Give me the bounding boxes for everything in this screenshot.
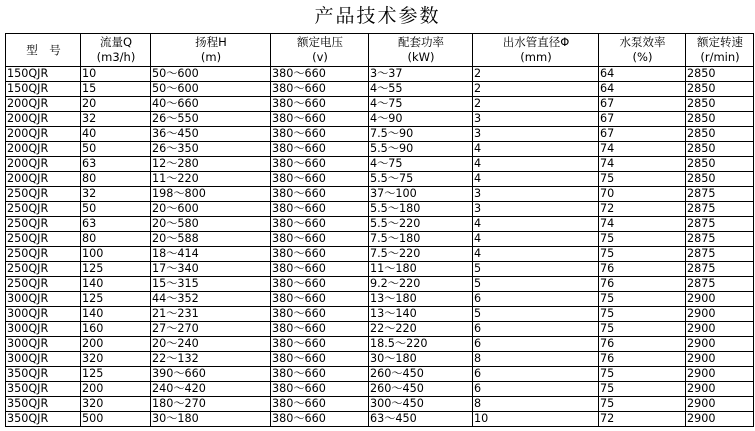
table-row [6, 367, 754, 382]
cell-outlet-diameter: 3 [473, 112, 599, 127]
cell-efficiency: 75 [599, 232, 686, 247]
cell-outlet-diameter: 4 [473, 247, 599, 262]
cell-outlet-diameter: 6 [473, 367, 599, 382]
cell-voltage: 380～660 [271, 247, 369, 262]
cell-flow: 40 [81, 127, 151, 142]
cell-head: 20～240 [151, 337, 271, 352]
cell-speed: 2875 [686, 262, 754, 277]
cell-flow: 32 [81, 112, 151, 127]
cell-flow: 20 [81, 97, 151, 112]
cell-power: 260～450 [369, 367, 473, 382]
cell-voltage: 380～660 [271, 202, 369, 217]
cell-efficiency: 74 [599, 142, 686, 157]
cell-voltage: 380～660 [271, 97, 369, 112]
cell-voltage: 380～660 [271, 412, 369, 427]
cell-model: 300QJR [6, 337, 81, 352]
table-row [6, 112, 754, 127]
cell-model: 300QJR [6, 322, 81, 337]
cell-outlet-diameter: 4 [473, 217, 599, 232]
cell-outlet-diameter: 6 [473, 382, 599, 397]
cell-outlet-diameter: 5 [473, 262, 599, 277]
cell-voltage: 380～660 [271, 262, 369, 277]
cell-model: 300QJR [6, 352, 81, 367]
cell-speed: 2900 [686, 367, 754, 382]
table-row [6, 187, 754, 202]
cell-flow: 15 [81, 82, 151, 97]
cell-head: 40～660 [151, 97, 271, 112]
cell-flow: 80 [81, 172, 151, 187]
cell-power: 13～140 [369, 307, 473, 322]
table-row [6, 412, 754, 427]
cell-speed: 2875 [686, 202, 754, 217]
cell-head: 27～270 [151, 322, 271, 337]
cell-voltage: 380～660 [271, 397, 369, 412]
cell-flow: 320 [81, 397, 151, 412]
cell-outlet-diameter: 4 [473, 172, 599, 187]
cell-model: 250QJR [6, 247, 81, 262]
table-row [6, 307, 754, 322]
header-speed [686, 34, 754, 67]
header-label: 额定电压 [297, 35, 343, 49]
cell-speed: 2850 [686, 157, 754, 172]
cell-outlet-diameter: 2 [473, 97, 599, 112]
table-row [6, 217, 754, 232]
cell-model: 350QJR [6, 397, 81, 412]
header-unit: (m3/h) [96, 50, 136, 64]
cell-flow: 140 [81, 307, 151, 322]
cell-head: 26～350 [151, 142, 271, 157]
cell-head: 50～600 [151, 67, 271, 82]
header-outlet-diameter [473, 34, 599, 67]
cell-speed: 2850 [686, 112, 754, 127]
cell-power: 300～450 [369, 397, 473, 412]
cell-power: 37～100 [369, 187, 473, 202]
cell-flow: 140 [81, 277, 151, 292]
cell-efficiency: 75 [599, 397, 686, 412]
cell-outlet-diameter: 3 [473, 127, 599, 142]
cell-voltage: 380～660 [271, 337, 369, 352]
table-header [6, 34, 754, 67]
cell-efficiency: 74 [599, 217, 686, 232]
cell-power: 4～90 [369, 112, 473, 127]
cell-speed: 2875 [686, 247, 754, 262]
cell-voltage: 380～660 [271, 352, 369, 367]
header-unit: (r/min) [700, 50, 740, 64]
cell-model: 300QJR [6, 292, 81, 307]
cell-flow: 100 [81, 247, 151, 262]
cell-head: 20～580 [151, 217, 271, 232]
cell-power: 5.5～75 [369, 172, 473, 187]
cell-speed: 2875 [686, 187, 754, 202]
page-title: 产品技术参数 [314, 5, 441, 27]
cell-outlet-diameter: 2 [473, 82, 599, 97]
table-body [6, 67, 754, 427]
cell-model: 350QJR [6, 382, 81, 397]
cell-efficiency: 72 [599, 412, 686, 427]
table-row [6, 67, 754, 82]
header-unit: (m) [200, 50, 222, 64]
cell-outlet-diameter: 6 [473, 337, 599, 352]
cell-voltage: 380～660 [271, 382, 369, 397]
header-unit: (mm) [520, 50, 552, 64]
header-label: 水泵效率 [619, 35, 666, 49]
cell-power: 4～55 [369, 82, 473, 97]
cell-model: 250QJR [6, 187, 81, 202]
table-row [6, 142, 754, 157]
header-head [151, 34, 271, 67]
header-efficiency [599, 34, 686, 67]
cell-model: 250QJR [6, 262, 81, 277]
cell-power: 18.5～220 [369, 337, 473, 352]
header-label: 扬程H [195, 35, 227, 49]
cell-flow: 80 [81, 232, 151, 247]
cell-power: 7.5～90 [369, 127, 473, 142]
cell-speed: 2850 [686, 172, 754, 187]
cell-speed: 2850 [686, 82, 754, 97]
cell-voltage: 380～660 [271, 112, 369, 127]
cell-outlet-diameter: 8 [473, 352, 599, 367]
header-unit: (v) [312, 50, 328, 64]
header-unit: (%) [632, 50, 653, 64]
cell-model: 200QJR [6, 97, 81, 112]
cell-efficiency: 67 [599, 112, 686, 127]
cell-power: 5.5～180 [369, 202, 473, 217]
cell-voltage: 380～660 [271, 142, 369, 157]
cell-power: 7.5～180 [369, 232, 473, 247]
table-row [6, 247, 754, 262]
cell-speed: 2900 [686, 352, 754, 367]
cell-model: 350QJR [6, 367, 81, 382]
cell-efficiency: 67 [599, 97, 686, 112]
cell-model: 350QJR [6, 412, 81, 427]
table-row [6, 157, 754, 172]
cell-model: 200QJR [6, 127, 81, 142]
cell-model: 200QJR [6, 172, 81, 187]
cell-speed: 2875 [686, 217, 754, 232]
cell-head: 240～420 [151, 382, 271, 397]
cell-speed: 2900 [686, 412, 754, 427]
cell-outlet-diameter: 5 [473, 277, 599, 292]
cell-head: 11～220 [151, 172, 271, 187]
cell-outlet-diameter: 8 [473, 397, 599, 412]
table-row [6, 322, 754, 337]
cell-model: 250QJR [6, 202, 81, 217]
cell-power: 13～180 [369, 292, 473, 307]
cell-efficiency: 64 [599, 67, 686, 82]
cell-power: 3～37 [369, 67, 473, 82]
cell-voltage: 380～660 [271, 292, 369, 307]
cell-power: 63～450 [369, 412, 473, 427]
header-model [6, 34, 81, 67]
cell-head: 198～800 [151, 187, 271, 202]
cell-power: 22～220 [369, 322, 473, 337]
cell-outlet-diameter: 6 [473, 292, 599, 307]
cell-speed: 2900 [686, 397, 754, 412]
cell-flow: 320 [81, 352, 151, 367]
cell-speed: 2875 [686, 232, 754, 247]
cell-speed: 2850 [686, 127, 754, 142]
cell-power: 9.2～220 [369, 277, 473, 292]
cell-model: 300QJR [6, 307, 81, 322]
cell-model: 150QJR [6, 82, 81, 97]
cell-speed: 2850 [686, 142, 754, 157]
cell-outlet-diameter: 5 [473, 307, 599, 322]
cell-voltage: 380～660 [271, 172, 369, 187]
header-label: 流量Q [99, 35, 133, 49]
cell-power: 11～180 [369, 262, 473, 277]
cell-head: 30～180 [151, 412, 271, 427]
table-row [6, 397, 754, 412]
cell-speed: 2850 [686, 67, 754, 82]
table-row [6, 202, 754, 217]
cell-power: 4～75 [369, 97, 473, 112]
cell-head: 26～550 [151, 112, 271, 127]
cell-efficiency: 76 [599, 262, 686, 277]
table-row [6, 352, 754, 367]
cell-efficiency: 75 [599, 307, 686, 322]
header-label: 型 号 [26, 42, 61, 57]
cell-efficiency: 75 [599, 292, 686, 307]
cell-outlet-diameter: 3 [473, 187, 599, 202]
header-label: 额定转速 [697, 35, 743, 49]
table-row [6, 337, 754, 352]
cell-voltage: 380～660 [271, 277, 369, 292]
cell-power: 260～450 [369, 382, 473, 397]
cell-efficiency: 70 [599, 187, 686, 202]
header-flow [81, 34, 151, 67]
cell-efficiency: 75 [599, 367, 686, 382]
cell-power: 5.5～90 [369, 142, 473, 157]
cell-outlet-diameter: 4 [473, 232, 599, 247]
cell-voltage: 380～660 [271, 67, 369, 82]
cell-outlet-diameter: 3 [473, 202, 599, 217]
cell-voltage: 380～660 [271, 157, 369, 172]
cell-flow: 50 [81, 202, 151, 217]
header-power [369, 34, 473, 67]
cell-voltage: 380～660 [271, 367, 369, 382]
cell-head: 22～132 [151, 352, 271, 367]
cell-flow: 125 [81, 292, 151, 307]
table-row [6, 277, 754, 292]
cell-model: 250QJR [6, 232, 81, 247]
table-row [6, 262, 754, 277]
cell-flow: 200 [81, 337, 151, 352]
cell-flow: 160 [81, 322, 151, 337]
cell-flow: 63 [81, 157, 151, 172]
cell-speed: 2900 [686, 292, 754, 307]
cell-efficiency: 76 [599, 277, 686, 292]
cell-voltage: 380～660 [271, 307, 369, 322]
cell-voltage: 380～660 [271, 127, 369, 142]
cell-head: 50～600 [151, 82, 271, 97]
spec-table [5, 33, 754, 427]
cell-efficiency: 76 [599, 352, 686, 367]
cell-model: 250QJR [6, 277, 81, 292]
cell-efficiency: 75 [599, 172, 686, 187]
cell-head: 44～352 [151, 292, 271, 307]
cell-head: 21～231 [151, 307, 271, 322]
table-row [6, 82, 754, 97]
cell-outlet-diameter: 10 [473, 412, 599, 427]
cell-speed: 2850 [686, 97, 754, 112]
cell-flow: 125 [81, 262, 151, 277]
cell-power: 5.5～220 [369, 217, 473, 232]
table-row [6, 172, 754, 187]
cell-flow: 32 [81, 187, 151, 202]
table-row [6, 382, 754, 397]
cell-efficiency: 64 [599, 82, 686, 97]
cell-efficiency: 75 [599, 322, 686, 337]
cell-model: 150QJR [6, 67, 81, 82]
cell-head: 180～270 [151, 397, 271, 412]
header-voltage [271, 34, 369, 67]
cell-efficiency: 74 [599, 157, 686, 172]
cell-head: 20～588 [151, 232, 271, 247]
cell-efficiency: 75 [599, 247, 686, 262]
table-row [6, 232, 754, 247]
cell-speed: 2900 [686, 307, 754, 322]
cell-power: 7.5～220 [369, 247, 473, 262]
cell-head: 20～600 [151, 202, 271, 217]
cell-head: 390～660 [151, 367, 271, 382]
cell-voltage: 380～660 [271, 322, 369, 337]
cell-head: 36～450 [151, 127, 271, 142]
cell-flow: 500 [81, 412, 151, 427]
cell-flow: 10 [81, 67, 151, 82]
cell-efficiency: 76 [599, 337, 686, 352]
cell-model: 200QJR [6, 142, 81, 157]
cell-outlet-diameter: 4 [473, 142, 599, 157]
cell-power: 30～180 [369, 352, 473, 367]
table-row [6, 127, 754, 142]
cell-voltage: 380～660 [271, 232, 369, 247]
cell-speed: 2900 [686, 322, 754, 337]
cell-model: 200QJR [6, 112, 81, 127]
cell-head: 17～340 [151, 262, 271, 277]
cell-speed: 2875 [686, 277, 754, 292]
cell-flow: 200 [81, 382, 151, 397]
cell-outlet-diameter: 4 [473, 157, 599, 172]
cell-voltage: 380～660 [271, 187, 369, 202]
cell-head: 15～315 [151, 277, 271, 292]
cell-speed: 2900 [686, 337, 754, 352]
table-row [6, 292, 754, 307]
cell-speed: 2900 [686, 382, 754, 397]
cell-efficiency: 72 [599, 202, 686, 217]
cell-flow: 125 [81, 367, 151, 382]
header-label: 出水管直径Φ [502, 35, 570, 49]
cell-flow: 50 [81, 142, 151, 157]
cell-efficiency: 67 [599, 127, 686, 142]
table-row [6, 97, 754, 112]
cell-model: 250QJR [6, 217, 81, 232]
cell-voltage: 380～660 [271, 82, 369, 97]
cell-head: 18～414 [151, 247, 271, 262]
cell-voltage: 380～660 [271, 217, 369, 232]
cell-efficiency: 75 [599, 382, 686, 397]
cell-model: 200QJR [6, 157, 81, 172]
cell-head: 12～280 [151, 157, 271, 172]
cell-outlet-diameter: 6 [473, 322, 599, 337]
header-label: 配套功率 [398, 35, 444, 49]
header-unit: (kW) [407, 50, 435, 64]
cell-outlet-diameter: 2 [473, 67, 599, 82]
header-row [6, 34, 754, 67]
cell-flow: 63 [81, 217, 151, 232]
cell-power: 4～75 [369, 157, 473, 172]
